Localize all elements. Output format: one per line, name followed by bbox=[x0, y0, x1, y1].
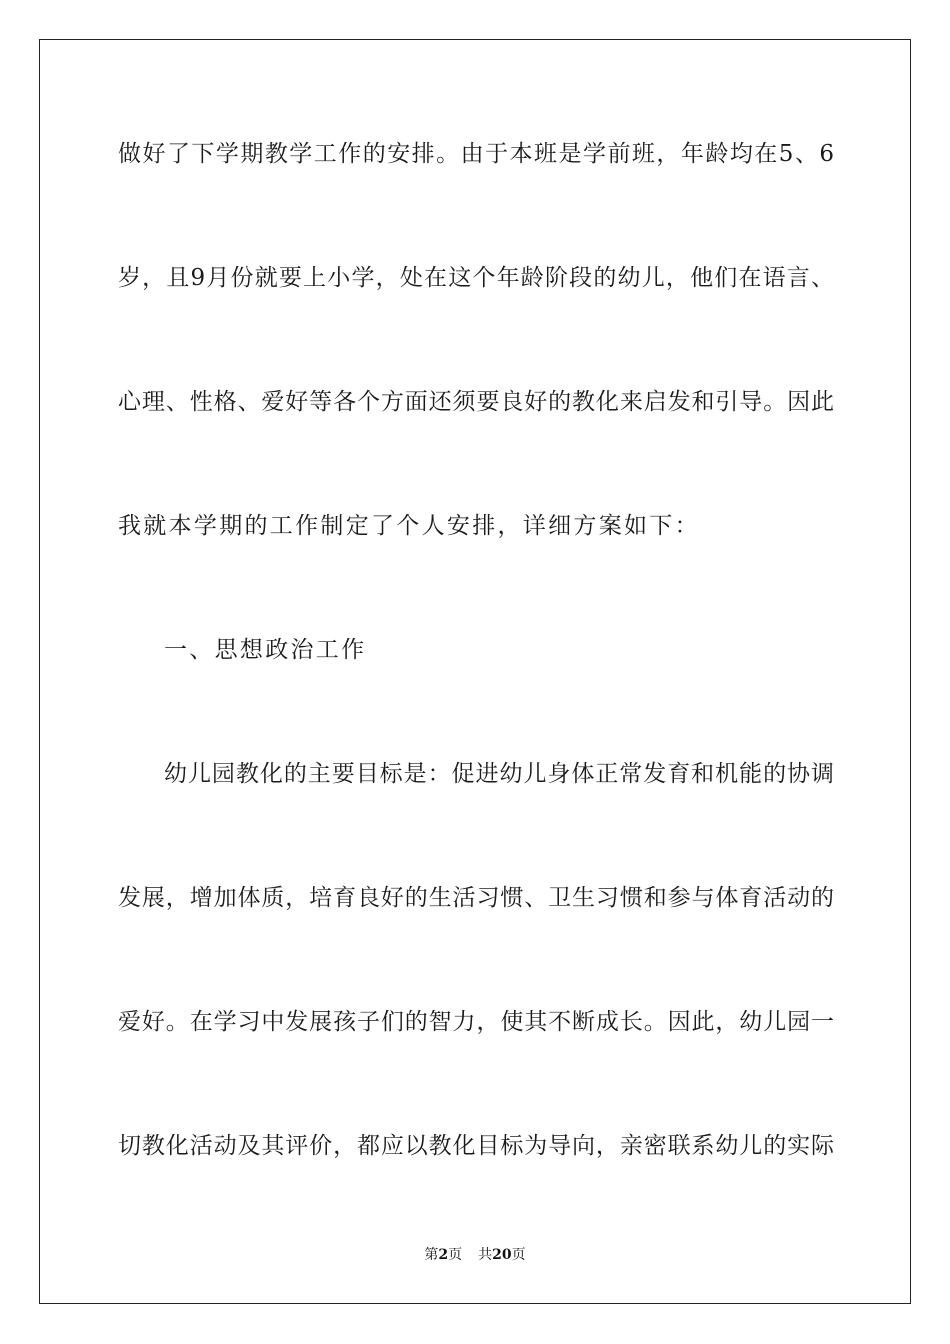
body-line-2: 岁，且9月份就要上小学，处在这个年龄阶段的幼儿，他们在语言、 bbox=[118, 265, 834, 291]
footer-total-prefix: 共 bbox=[478, 1247, 493, 1263]
body-line-3: 心理、性格、爱好等各个方面还须要良好的教化来启发和引导。因此 bbox=[118, 389, 834, 415]
body-line-9: 切教化活动及其评价，都应以教化目标为导向，亲密联系幼儿的实际 bbox=[118, 1133, 834, 1159]
footer-page-current: 2 bbox=[438, 1247, 449, 1263]
body-line-7: 发展，增加体质，培育良好的生活习惯、卫生习惯和参与体育活动的 bbox=[118, 885, 834, 911]
page-border bbox=[39, 39, 911, 1304]
footer-total-suffix: 页 bbox=[511, 1247, 526, 1263]
footer-page-suffix: 页 bbox=[448, 1247, 463, 1263]
body-line-4: 我就本学期的工作制定了个人安排，详细方案如下： bbox=[118, 513, 700, 539]
footer-page-total: 20 bbox=[492, 1247, 512, 1263]
body-line-1: 做好了下学期教学工作的安排。由于本班是学前班，年龄均在5、6 bbox=[118, 141, 834, 167]
page-footer bbox=[0, 1246, 950, 1264]
body-line-6: 幼儿园教化的主要目标是：促进幼儿身体正常发育和机能的协调 bbox=[164, 761, 834, 787]
body-line-8: 爱好。在学习中发展孩子们的智力，使其不断成长。因此，幼儿园一 bbox=[118, 1009, 834, 1035]
footer-page-prefix: 第 bbox=[424, 1247, 439, 1263]
section-heading: 一、思想政治工作 bbox=[164, 637, 367, 663]
